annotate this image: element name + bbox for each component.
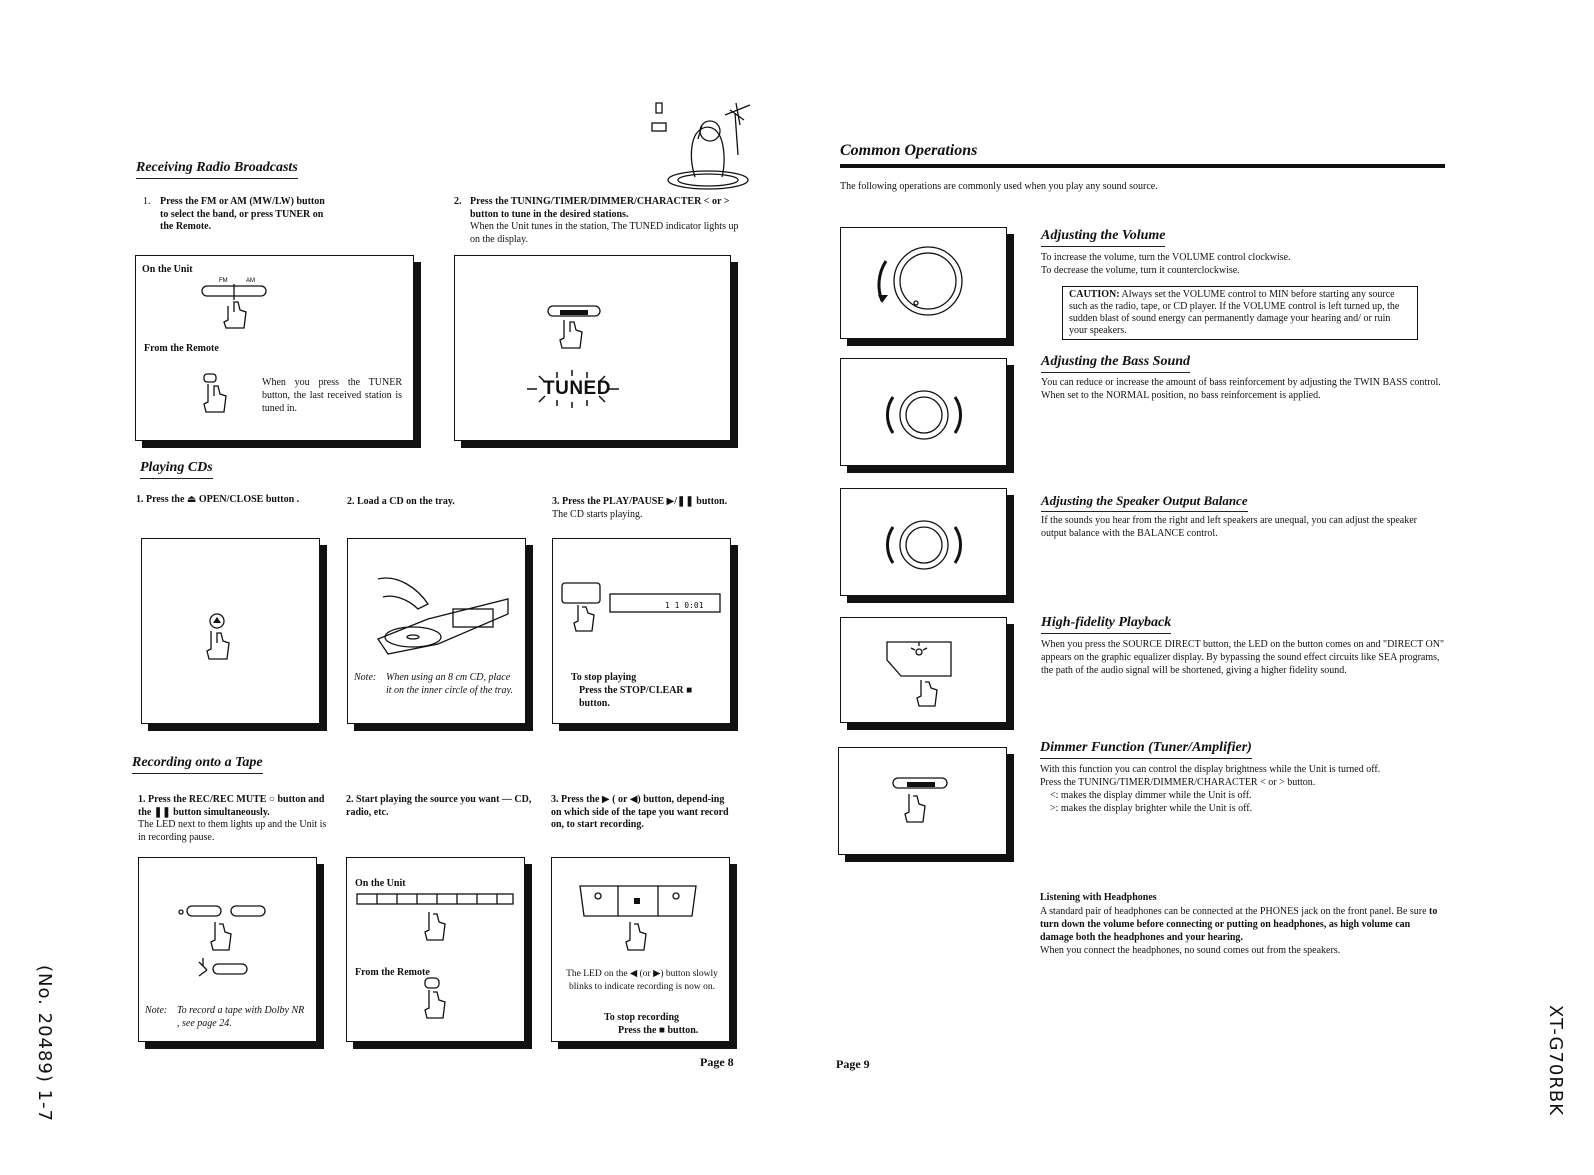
volume-line2: To decrease the volume, turn it counterclockwise. [1041,265,1240,276]
radio-step1-number: 1. [143,196,151,207]
rec-pause-buttons-hand [177,896,277,986]
dog-antenna-illustration [640,95,760,195]
cd-display [609,593,723,615]
balance-knob-panel [840,488,1007,596]
headphones-text-bold: to turn down the volume before connecting or putting on headphones, as high volume can damage both the headphones and your hearing. [1040,906,1438,943]
tape-note-label: Note: [145,1005,168,1016]
open-close-button-hand [197,609,257,669]
remote-tuner-text: When you press the TUNER button, the last received station is tuned in. [262,377,402,414]
twin-bass-knob-panel [840,358,1007,466]
caution-text: Always set the VOLUME control to MIN before starting any source such as the radio, tape, or CD player. If the VOLUME control is left turned up, the sudden blast of sound energy can permanently damage your hearing and/ or ruin your speakers. [1069,289,1400,336]
hifi-text: When you press the SOURCE DIRECT button, the LED on the button comes on and "DIRECT ON" appears on the graphic equalizer display. By bypassing the sound effect circuits like SEA programs, the path of the audio signal will be shortened, giving a higher fidelity sound. [1041,639,1445,676]
volume-knob-panel [840,227,1007,339]
radio-heading: Receiving Radio Broadcasts [136,160,298,179]
volume-heading: Adjusting the Volume [1041,228,1165,247]
stop-recording-title: To stop recording [604,1012,680,1023]
cd-note-text: When using an 8 cm CD, place it on the inner circle of the tray. [386,672,513,696]
tape-note-text: To record a tape with Dolby NR , see page 24. [177,1005,305,1029]
start-source-panel [346,857,525,1042]
headphones-text2: When you connect the headphones, no sound comes out from the speakers. [1040,945,1341,956]
stop-playing-text: Press the STOP/CLEAR ■ button. [579,685,693,709]
right-margin-code: XT-G70RBK [1545,1004,1567,1117]
dimmer-heading: Dimmer Function (Tuner/Amplifier) [1040,740,1252,759]
dimmer-line3: <: makes the display dimmer while the Unit is off. [1050,790,1252,801]
fm-label: FM [219,278,228,284]
page-number-right: Page 9 [836,1057,870,1071]
left-margin-code: (No. 20489) 1-7 [34,964,56,1123]
tuned-label: TUNED [543,378,611,399]
play-direction-buttons-hand [576,882,700,972]
bass-heading: Adjusting the Bass Sound [1041,354,1190,373]
dimmer-line4: >: makes the display brighter while the Unit is off. [1050,803,1253,814]
cd-note-label: Note: [354,672,377,683]
tuning-button-hand [540,296,610,356]
twin-bass-knob-icon [879,371,969,457]
remote-label: From the Remote [144,343,219,354]
heading-rule [840,164,1445,168]
tape-step1-bold: 1. Press the REC/REC MUTE ○ button and the ❚❚ button simultaneously. [138,794,325,818]
radio-unit-remote-panel [135,255,414,441]
hifi-heading: High-fidelity Playback [1041,615,1171,634]
page-number-left: Page 8 [700,1055,734,1069]
radio-step2-bold: Press the TUNING/TIMER/DIMMER/CHARACTER < or > button to tune in the desired stations. [470,196,730,220]
tape-heading: Recording onto a Tape [132,755,263,774]
svg-text:1 1 0:01: 1 1 0:01 [665,601,704,610]
source-direct-button-hand [881,636,961,712]
volume-knob-icon [866,233,986,333]
tape-step3: 3. Press the ▶ ( or ◀) button, depend-ing on which side of the tape you want record on, to start recording. [551,794,729,830]
dimmer-button-panel [838,747,1007,855]
open-close-panel [141,538,320,724]
dimmer-line2: Press the TUNING/TIMER/DIMMER/CHARACTER < or > button. [1040,777,1316,788]
rec-mute-panel [138,857,317,1042]
tape-remote-label: From the Remote [355,967,430,978]
common-ops-intro: The following operations are commonly used when you play any sound source. [840,181,1158,192]
cds-step1: 1. Press the ⏏ OPEN/CLOSE button . [136,494,300,505]
radio-step2-text: When the Unit tunes in the station, The TUNED indicator lights up on the display. [470,221,739,245]
source-direct-panel [840,617,1007,723]
radio-step2 [470,196,745,246]
tape-unit-label: On the Unit [355,878,406,889]
play-pause-panel [552,538,731,724]
tape-step1 [138,794,333,844]
caution-label: CAUTION: [1069,289,1120,300]
remote-source-hand [419,974,459,1030]
start-recording-panel [551,857,730,1042]
tuned-display-panel [454,255,731,441]
headphones-text1: A standard pair of headphones can be connected at the PHONES jack on the front panel. Be sure [1040,906,1427,917]
remote-tuner-hand [194,368,244,418]
radio-step1-text: Press the FM or AM (MW/LW) button to select the band, or press TUNER on the Remote. [160,196,325,232]
balance-knob-icon [879,501,969,587]
dimmer-button-hand [887,770,967,840]
volume-line1: To increase the volume, turn the VOLUME control clockwise. [1041,252,1291,263]
dimmer-line1: With this function you can control the display brightness while the Unit is turned off. [1040,764,1381,775]
tape-step1-text: The LED next to them lights up and the Unit is in recording pause. [138,819,327,843]
cds-step2: 2. Load a CD on the tray. [347,496,455,507]
tape-step2: 2. Start playing the source you want — CD, radio, etc. [346,794,532,818]
unit-label: On the Unit [142,264,193,275]
cds-step3 [552,496,742,521]
am-label: AM [246,278,255,284]
radio-step2-number: 2. [454,196,462,207]
led-blink-text: The LED on the ◀ (or ▶) button slowly blinks to indicate recording is now on. [566,969,718,992]
cds-heading: Playing CDs [140,460,213,479]
load-cd-panel [347,538,526,724]
balance-heading: Adjusting the Speaker Output Balance [1041,493,1248,512]
cds-step3-bold: 3. Press the PLAY/PAUSE ▶/❚❚ button. [552,496,728,507]
source-buttons-hand [355,890,519,950]
balance-text: If the sounds you hear from the right and left speakers are unequal, you can adjust the speaker output balance with the BALANCE control. [1041,515,1417,539]
cds-step3-text: The CD starts playing. [552,508,643,520]
stop-playing-title: To stop playing [571,672,637,683]
stop-recording-text: Press the ■ button. [618,1025,699,1036]
cd-tray-illustration [358,569,518,664]
headphones-text [1040,905,1445,957]
headphones-heading: Listening with Headphones [1040,892,1157,903]
bass-text: You can reduce or increase the amount of bass reinforcement by adjusting the TWIN BASS control. When set to the NORMAL position, no bass reinforcement is applied. [1041,377,1441,401]
volume-caution [1062,286,1418,340]
fm-am-buttons-hand [196,272,276,332]
common-ops-heading: Common Operations [840,142,978,159]
